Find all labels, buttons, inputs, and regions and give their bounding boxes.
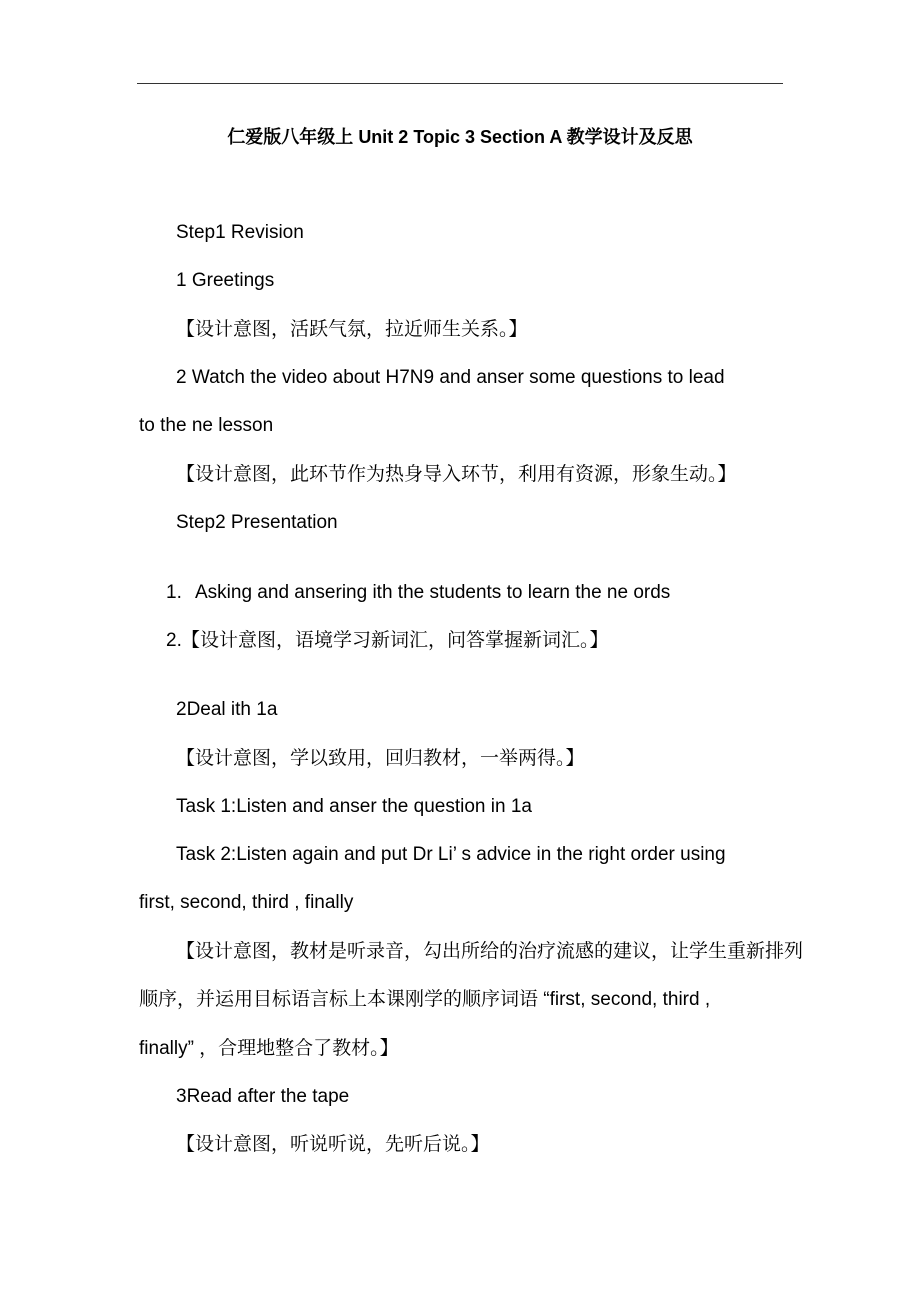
design-note-task-cont-1: 顺序，并运用目标语言标上本课刚学的顺序词语 “first, second, third , bbox=[139, 989, 711, 1010]
step1-design-note-1: 【设计意图，活跃气氛，拉近师生关系。】 bbox=[176, 319, 528, 340]
step1-item-video-cont: to the ne lesson bbox=[139, 415, 274, 436]
list-item-text: Asking and ansering ith the students to learn the ne ords bbox=[195, 582, 671, 603]
item-read-tape: 3Read after the tape bbox=[176, 1086, 350, 1107]
task-2-cont: first, second, third , finally bbox=[139, 892, 354, 913]
step1-item-video: 2 Watch the video about H7N9 and anser some questions to lead bbox=[176, 367, 725, 388]
document-title: 仁爱版八年级上 Unit 2 Topic 3 Section A 教学设计及反思 bbox=[227, 127, 693, 147]
task-2: Task 2:Listen again and put Dr Li’ s advice in the right order using bbox=[176, 844, 726, 865]
item-deal-1a: 2Deal ith 1a bbox=[176, 699, 278, 720]
design-note-read: 【设计意图，听说听说，先听后说。】 bbox=[176, 1134, 490, 1155]
list-marker: 2. bbox=[166, 630, 182, 651]
step2-heading: Step2 Presentation bbox=[176, 512, 338, 533]
step1-design-note-2: 【设计意图，此环节作为热身导入环节，利用有资源，形象生动。】 bbox=[176, 464, 737, 485]
step1-heading: Step1 Revision bbox=[176, 222, 304, 243]
list-item-text: 【设计意图，语境学习新词汇，问答掌握新词汇。】 bbox=[181, 630, 609, 651]
step1-item-greetings: 1 Greetings bbox=[176, 270, 275, 291]
design-note-task: 【设计意图，教材是听录音，勾出所给的治疗流感的建议，让学生重新排列 bbox=[176, 941, 804, 962]
list-marker: 1. bbox=[166, 582, 182, 603]
design-note-deal: 【设计意图，学以致用，回归教材，一举两得。】 bbox=[176, 748, 585, 769]
header-rule bbox=[137, 83, 783, 84]
task-1: Task 1:Listen and anser the question in 1a bbox=[176, 796, 532, 817]
design-note-task-cont-2: finally” ，合理地整合了教材。】 bbox=[139, 1038, 399, 1059]
